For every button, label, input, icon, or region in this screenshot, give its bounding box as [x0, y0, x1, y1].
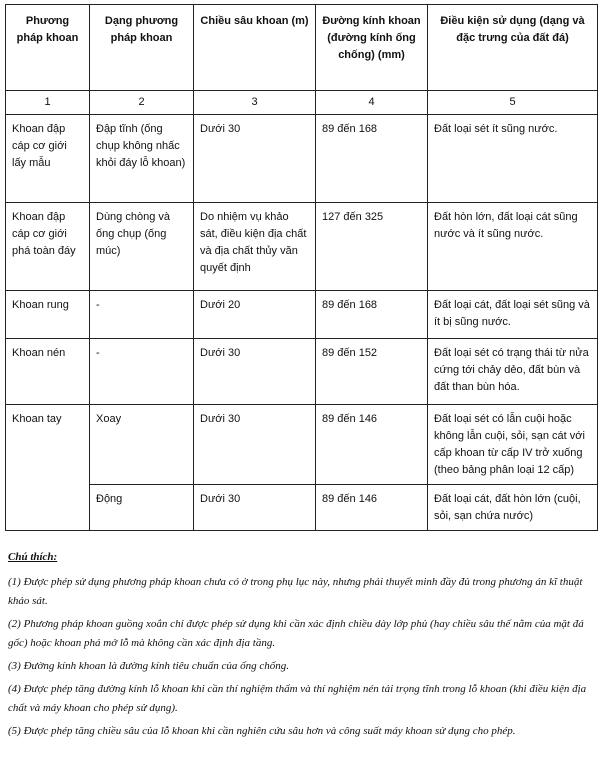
cell-diameter: 89 đến 146: [316, 405, 428, 485]
cell-method: Khoan đập cáp cơ giới phá toàn đáy: [6, 203, 90, 291]
cell-depth: Dưới 30: [194, 405, 316, 485]
table-row: [6, 339, 598, 405]
cell-condition: Đất loại sét có lẫn cuội hoặc không lẫn cuội, sỏi, sạn cát với cấp khoan từ cấp IV trở xuống (theo bảng phân loại 12 cấp): [428, 405, 598, 485]
cell-depth: Dưới 30: [194, 115, 316, 203]
column-number-row: [6, 91, 598, 115]
table-row: [6, 115, 598, 203]
table-row: [6, 291, 598, 339]
cell-method: Khoan rung: [6, 291, 90, 339]
cell-method: Khoan đập cáp cơ giới lấy mẫu: [6, 115, 90, 203]
cell-condition: Đất hòn lớn, đất loại cát sũng nước và ít sũng nước.: [428, 203, 598, 291]
cell-type: -: [90, 291, 194, 339]
cell-type: Xoay: [90, 405, 194, 485]
note-item: (1) Được phép sử dụng phương pháp khoan chưa có ở trong phụ lục này, nhưng phải thuyết minh đầy đủ trong phương án kĩ thuật khảo sát.: [8, 576, 583, 607]
cell-diameter: 89 đến 152: [316, 339, 428, 405]
cell-condition: Đất loại sét ít sũng nước.: [428, 115, 598, 203]
notes-title: Chú thích:: [8, 551, 58, 563]
header-depth: Chiều sâu khoan (m): [194, 5, 316, 91]
table-row: [6, 405, 598, 485]
cell-depth: Do nhiệm vụ khảo sát, điều kiện địa chất và địa chất thủy văn quyết định: [194, 203, 316, 291]
column-number: 5: [428, 91, 598, 115]
cell-depth: Dưới 30: [194, 485, 316, 531]
column-number: 1: [6, 91, 90, 115]
cell-type: Động: [90, 485, 194, 531]
table-row: [6, 203, 598, 291]
cell-type: -: [90, 339, 194, 405]
cell-depth: Dưới 30: [194, 339, 316, 405]
header-type: Dạng phương pháp khoan: [90, 5, 194, 91]
cell-method: Khoan nén: [6, 339, 90, 405]
header-method: Phương pháp khoan: [6, 5, 90, 91]
cell-diameter: 89 đến 168: [316, 115, 428, 203]
cell-diameter: 89 đến 146: [316, 485, 428, 531]
table-header-row: [6, 5, 598, 91]
notes-section: [8, 548, 600, 745]
table-row: [6, 485, 598, 531]
note-item: (4) Được phép tăng đường kính lỗ khoan khi cần thí nghiệm thấm và thí nghiệm nén tải trọng tĩnh trong lỗ khoan (khi điều kiện địa chất và máy khoan cho phép sử dụng).: [8, 683, 587, 714]
cell-condition: Đất loại sét có trạng thái từ nửa cứng tới chảy dẻo, đất bùn và đất than bùn hóa.: [428, 339, 598, 405]
note-item: (2) Phương pháp khoan guồng xoắn chỉ được phép sử dụng khi cần xác định chiều dày lớp phủ (hay chiều sâu thế nằm của mặt đá gốc) hoặc khoan phá mở lỗ mà không cần xác định địa tầng.: [8, 618, 584, 649]
cell-type: Đập tĩnh (ống chụp không nhấc khỏi đáy lỗ khoan): [90, 115, 194, 203]
cell-depth: Dưới 20: [194, 291, 316, 339]
cell-condition: Đất loại cát, đất hòn lớn (cuội, sỏi, sạn chứa nước): [428, 485, 598, 531]
cell-type: Dùng chòng và ống chụp (ống múc): [90, 203, 194, 291]
header-condition: Điều kiện sử dụng (dạng và đặc trưng của đất đá): [428, 5, 598, 91]
note-item: (5) Được phép tăng chiều sâu của lỗ khoan khi cần nghiên cứu sâu hơn và công suất máy khoan sử dụng cho phép.: [8, 725, 516, 737]
drilling-methods-table: [5, 4, 598, 531]
column-number: 2: [90, 91, 194, 115]
cell-diameter: 127 đến 325: [316, 203, 428, 291]
column-number: 3: [194, 91, 316, 115]
cell-diameter: 89 đến 168: [316, 291, 428, 339]
column-number: 4: [316, 91, 428, 115]
header-diameter: Đường kính khoan (đường kính ống chống) (mm): [316, 5, 428, 91]
note-item: (3) Đường kính khoan là đường kính tiêu chuẩn của ống chống.: [8, 660, 289, 672]
cell-condition: Đất loại cát, đất loại sét sũng và ít bị sũng nước.: [428, 291, 598, 339]
cell-method: Khoan tay: [6, 405, 90, 531]
